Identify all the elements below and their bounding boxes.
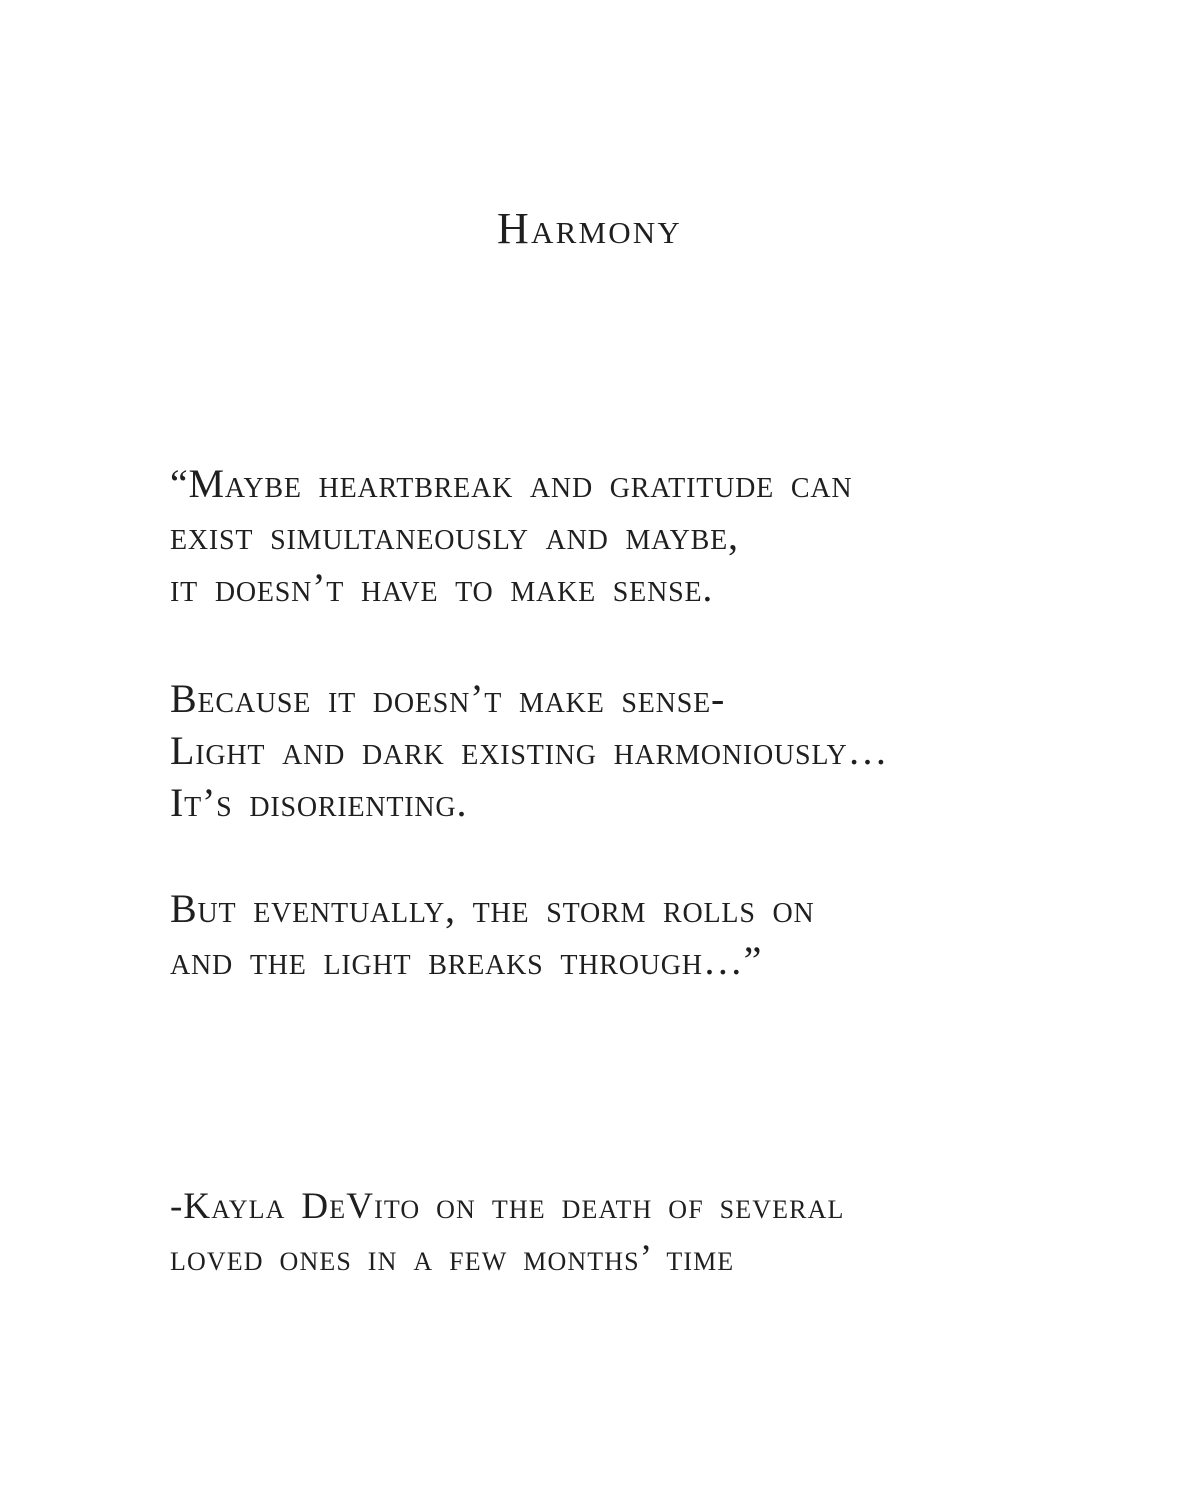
poem-stanza-1 xyxy=(170,458,852,614)
poem-line: Because it doesn’t make sense- xyxy=(170,676,726,721)
poem-stanza-3 xyxy=(170,883,815,987)
attribution xyxy=(170,1181,844,1285)
poem-line: and the light breaks through…” xyxy=(170,938,763,983)
poem-line: Light and dark existing harmoniously… xyxy=(170,728,889,773)
poem-stanza-2 xyxy=(170,673,888,829)
poem-line: But eventually, the storm rolls on xyxy=(170,886,815,931)
attribution-line: loved ones in a few months’ time xyxy=(170,1238,735,1279)
poem-line: exist simultaneously and maybe, xyxy=(170,513,739,558)
poem-line: “Maybe heartbreak and gratitude can xyxy=(170,461,853,506)
poem-line: It’s disorienting. xyxy=(170,780,468,825)
attribution-line: -Kayla DeVito on the death of several xyxy=(170,1186,845,1227)
poem-line: it doesn’t have to make sense. xyxy=(170,565,714,610)
poem-title: Harmony xyxy=(497,204,682,253)
